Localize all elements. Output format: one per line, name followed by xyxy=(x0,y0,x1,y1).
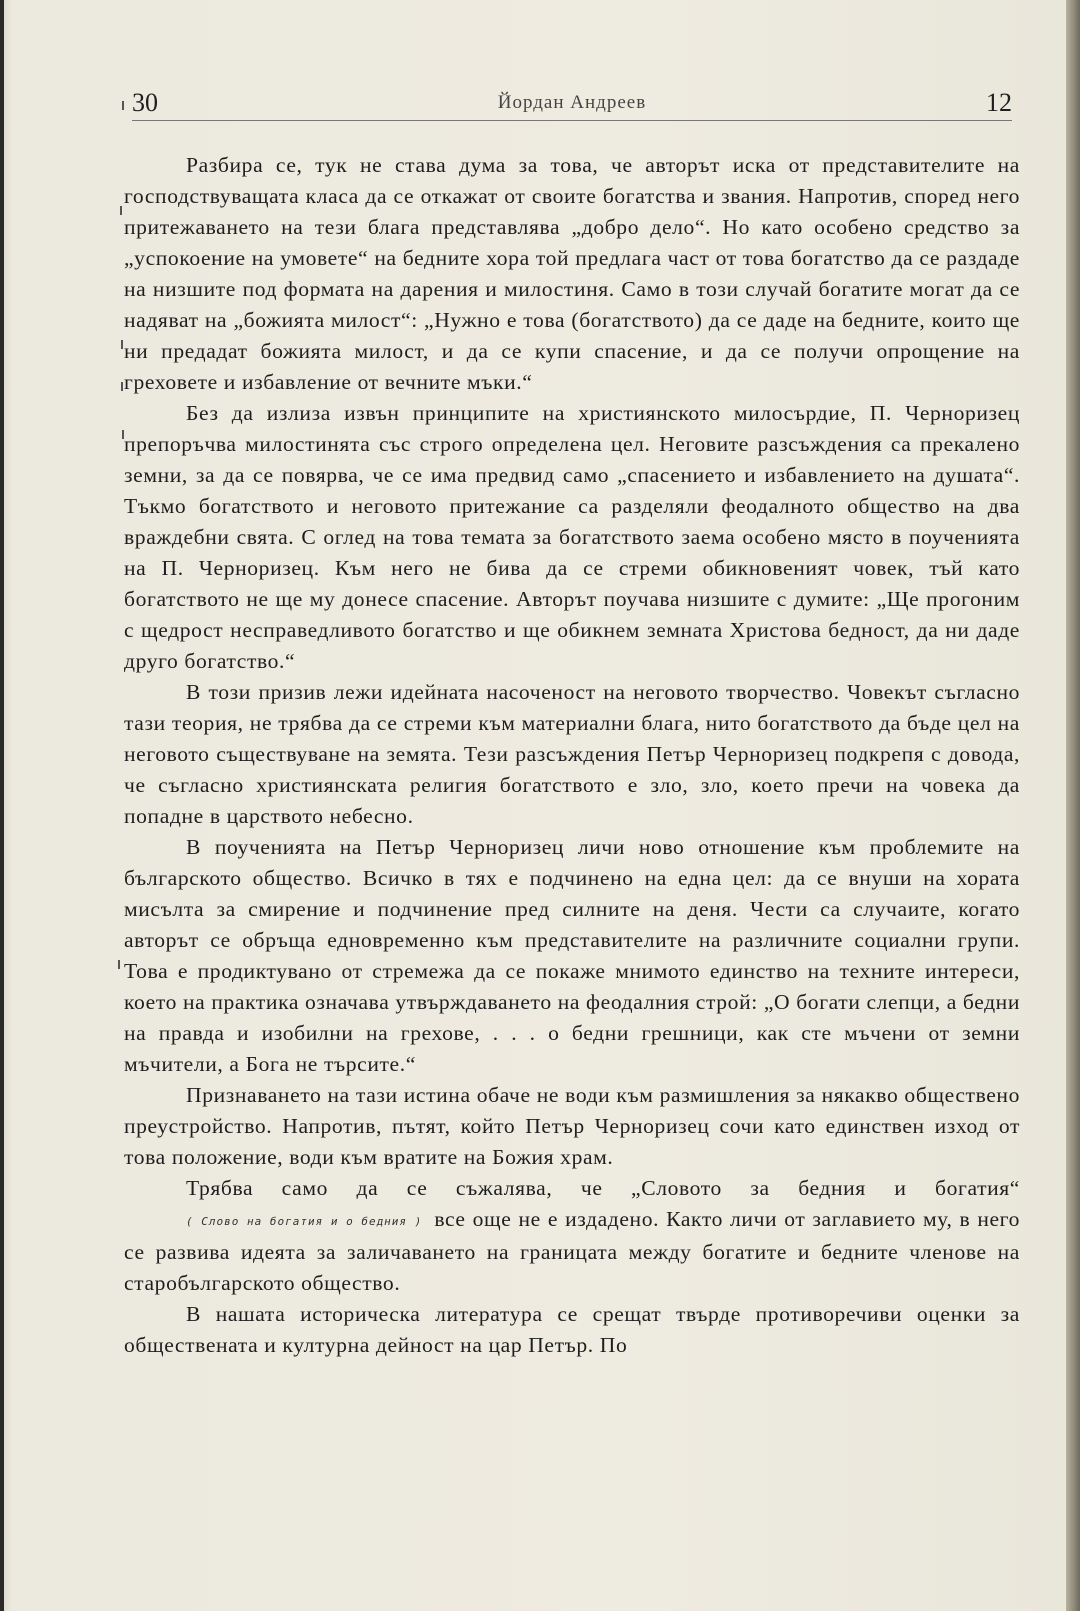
paragraph: Без да излиза извън принципите на християнското милосърдие, П. Черноризец препоръчва милостинята със строго определена цел. Неговите разсъждения са прекалено земни, за да се повярва, че се има предвид само „спасението и избавлението на душата“. Тъкмо богатството и неговото притежание са разделяли феодалното общество на два враждебни свята. С оглед на това темата за богатството заема особено място в поученията на П. Черноризец. Към него не бива да се стреми обикновеният човек, тъй като богатството не ще му донесе спасение. Авторът поучава низшите с думите: „Ще прогоним с щедрост несправедливото богатство и ще обикнем земната Христова бедност, да ни даде друго богатство.“ xyxy=(124,401,1020,673)
paragraph-text: все още не е издадено. Както личи от заглавието му, в него се развива идеята за заличаването на границата между богатите и бедните членове на старобългарското общество. xyxy=(124,1207,1020,1295)
paragraph: Признаването на тази истина обаче не води към размишления за някакво обществено преустройство. Напротив, пътят, който Петър Черноризец сочи като единствен изход от това положение, води към вратите на Божия храм. xyxy=(124,1083,1020,1169)
margin-mark xyxy=(122,101,124,110)
paragraph: В поученията на Петър Черноризец личи ново отношение към проблемите на българското общество. Всичко в тях е подчинено на една цел: да се внуши на хората мисълта за смирение и подчинение пред силните на деня. Чести са случаите, когато авторът се обръща едновременно към представителите на различните социални групи. Това е продиктувано от стремежа да се покаже мнимото единство на техните интереси, което на практика означава утвърждаването на феодалния строй: „О богати слепци, а бедни на правда и изобилни на грехове, . . . о бедни грешници, как сте мъчени от земни мъчители, а Бога не търсите.“ xyxy=(124,835,1020,1076)
reference-number: 12 xyxy=(986,88,1012,117)
paragraph: В нашата историческа литература се срещат твърде противоречиви оценки за обществената и културна дейност на цар Петър. По xyxy=(124,1301,1020,1357)
paragraph: Разбира се, тук не става дума за това, че авторът иска от представителите на господствуващата класа да се откажат от своите богатства и звания. Напротив, според него притежаването на тези блага представлява „добро дело“. Но като особено средство за „успокоение на умовете“ на бедните хора той предлага част от това богатство да се раздаде на низшите под формата на дарения и милостиня. Само в този случай богатите могат да се надяват на „божията милост“: „Нужно е това (богатството) да се даде на бедните, които ще ни предадат божията милост, и да се купи спасение, и да се получи опрощение на греховете и избавление от вечните мъки.“ xyxy=(124,153,1020,394)
paragraph xyxy=(124,1173,1020,1299)
page-edge-right xyxy=(1066,0,1080,1611)
margin-mark xyxy=(118,960,120,969)
paragraph-text: Трябва само да се съжалява, че „Словото за бедния и богатия“ xyxy=(186,1176,1020,1200)
margin-mark xyxy=(121,340,123,349)
margin-mark xyxy=(121,382,123,391)
page-header xyxy=(132,86,1012,121)
paragraph: В този призив лежи идейната насоченост на неговото творчество. Човекът съгласно тази теория, не трябва да се стреми към материални блага, нито богатството да бъде цел на неговото съществуване на земята. Тези разсъждения Петър Черноризец подкрепя с довода, че съгласно християнската религия богатството е зло, зло, което пречи на човека да попадне в царството небесно. xyxy=(124,680,1020,828)
running-title: Йордан Андреев xyxy=(497,92,647,113)
page-edge-left xyxy=(0,0,4,1611)
handwritten-note: ( Слово на богатия и о бедния ) xyxy=(186,1214,423,1228)
page-number: 30 xyxy=(132,88,158,117)
margin-mark xyxy=(120,206,122,215)
body-text xyxy=(124,150,1020,1361)
